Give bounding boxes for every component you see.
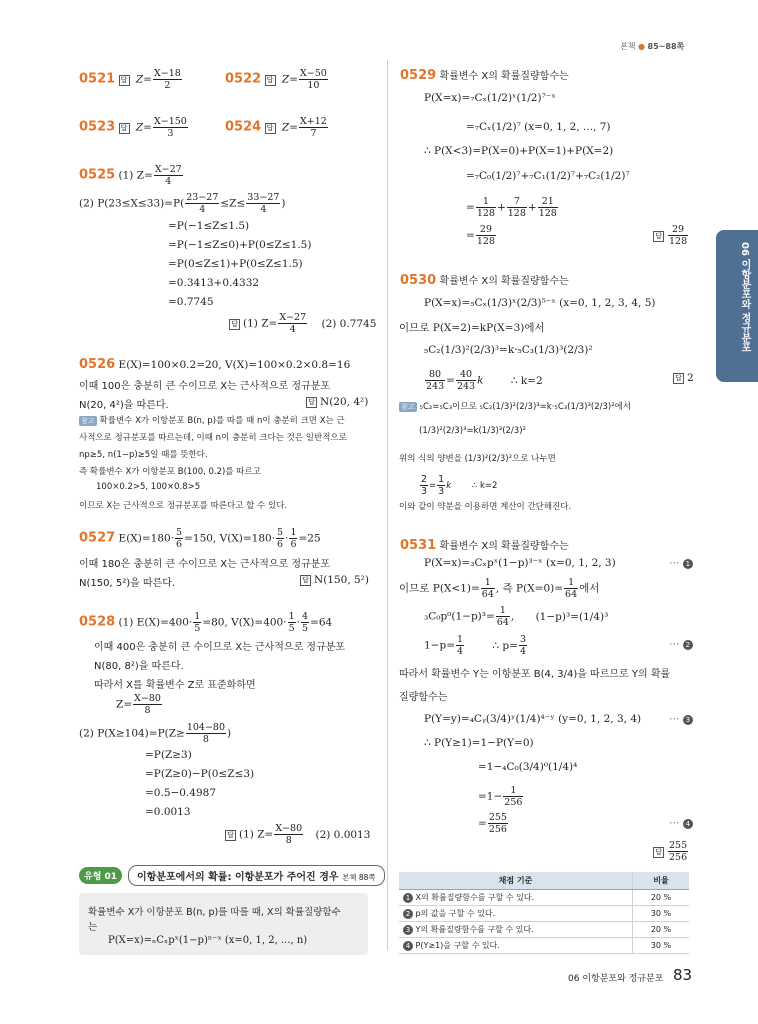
page-reference — [620, 41, 684, 52]
expr: , — [510, 610, 515, 623]
numerator: 21 — [538, 196, 558, 208]
criteria-text: P(Y≥1)을 구할 수 있다. — [415, 941, 500, 950]
fraction — [564, 577, 578, 600]
table-row — [399, 890, 689, 906]
expr: =25 — [298, 532, 321, 545]
problem-number: 0529 — [400, 68, 437, 83]
expr: ∴ k=2 — [471, 481, 498, 491]
criteria-text: X의 확률질량함수를 구할 수 있다. — [415, 893, 535, 902]
problem-0525-line3: =P(−1≤Z≤1.5) — [168, 220, 250, 232]
criteria-text: p의 값을 구할 수 있다. — [415, 909, 496, 918]
intro-text: 확률변수 X의 확률질량함수는 — [439, 276, 569, 287]
numerator: 2 — [421, 474, 428, 485]
denominator: 4 — [199, 204, 206, 215]
problem-0528-line8: =P(Z≥0)−P(0≤Z≤3) — [145, 768, 255, 780]
problem-0527-line2: 이때 180은 충분히 큰 수이므로 X는 근사적으로 정규분포 — [79, 559, 331, 570]
numerator: 1 — [481, 577, 495, 589]
numerator: 1 — [564, 577, 578, 589]
type01-badge: 유형 01 — [79, 867, 122, 884]
ratio-cell: 30 % — [633, 906, 690, 922]
problem-number: 0525 — [79, 167, 116, 183]
problem-0528-line9: =0.5−0.4987 — [145, 787, 217, 799]
type01-title — [128, 865, 385, 886]
fraction — [185, 192, 219, 215]
note-line3: np≥5, n(1−p)≥5일 때를 뜻한다. — [79, 450, 208, 460]
fraction — [246, 192, 280, 215]
denominator: 8 — [144, 705, 151, 716]
fraction — [153, 68, 182, 91]
fraction — [299, 116, 328, 139]
step-2-icon: 2 — [683, 640, 693, 650]
denominator: 64 — [496, 617, 509, 628]
expr: Z= — [116, 698, 133, 711]
step-mark-4: ⋯ 4 — [669, 817, 693, 829]
expr: Z= — [135, 121, 152, 134]
expr: ∴ p= — [492, 639, 518, 652]
step-3-icon: 3 — [403, 925, 413, 935]
problem-0531-line5: 따라서 확률변수 Y는 이항분포 B(4, 3/4)을 따르므로 Y의 확률 — [399, 669, 671, 680]
numerator: 255 — [488, 812, 507, 823]
problem-0521 — [79, 68, 183, 91]
expr: (2) P(23≤X≤33)=P( — [79, 197, 185, 210]
expr: Z= — [281, 121, 298, 134]
note-tag: 참고 — [401, 403, 415, 411]
ratio-cell: 20 % — [633, 890, 690, 906]
fraction — [133, 693, 162, 716]
denominator: 3 — [167, 128, 174, 139]
numerator: 1 — [476, 196, 496, 208]
expr: = — [466, 229, 475, 242]
problem-0526-line1 — [79, 357, 350, 372]
expr: (1) Z= — [239, 828, 274, 841]
expr: ) — [227, 727, 232, 740]
denominator: 2 — [164, 80, 171, 91]
numerator: 29 — [668, 224, 688, 236]
numerator: 5 — [277, 527, 284, 538]
type01-body-line1: 확률변수 X가 이항분포 B(n, p)를 따를 때, X의 확률질량함수 — [88, 907, 341, 918]
expr: 이므로 P(X<1)= — [399, 582, 480, 595]
problem-0531-line7: P(Y=y)=₄Cᵧ(3/4)ʸ(1/4)⁴⁻ʸ (y=0, 1, 2, 3, 4) — [424, 713, 642, 725]
numerator: X−80 — [275, 823, 303, 834]
expr: =80, V(X)=400· — [202, 616, 287, 629]
problem-0529-line3: ∴ P(X<3)=P(X=0)+P(X=1)+P(X=2) — [424, 145, 614, 157]
expr: E(X)=180· — [118, 532, 175, 545]
problem-0531-line10 — [478, 785, 524, 808]
expr: Z= — [281, 73, 298, 86]
problem-0529-line2: =₇Cₓ(1/2)⁷ (x=0, 1, 2, ..., 7) — [466, 121, 611, 133]
problem-0531-line8: ∴ P(Y≥1)=1−P(Y=0) — [424, 737, 534, 749]
fraction — [488, 812, 508, 835]
denominator: 7 — [310, 128, 317, 139]
expr: =1− — [478, 790, 503, 803]
problem-0530-line4: $\frac{80}{243}$ = $\frac{40}{243}$ k ∴ k=2 — [426, 369, 543, 392]
denominator: 243 — [456, 381, 476, 392]
note-line2: 사적으로 정규분포를 따르는데, 이때 n이 충분히 크다는 것은 일반적으로 — [79, 433, 347, 443]
fraction — [278, 312, 307, 335]
problem-0531-line9: =1−₄C₀(3/4)⁰(1/4)⁴ — [478, 761, 578, 773]
problem-number: 0521 — [79, 71, 116, 87]
step-1-icon: 1 — [683, 559, 693, 569]
numerator: 23−27 — [186, 192, 219, 203]
step-mark-1: ⋯ 1 — [669, 557, 693, 569]
type01-ref: 본책 88쪽 — [342, 872, 376, 882]
note-tag: 참고 — [81, 417, 95, 425]
note-line4: 즉 확률변수 X가 이항분포 B(100, 0.2)를 따르고 — [79, 467, 261, 477]
footer-chapter: 06 이항분포와 정규분포 — [568, 974, 664, 984]
fraction — [496, 605, 510, 628]
table-row — [399, 906, 689, 922]
answer-mark-icon: 답 — [673, 373, 684, 384]
note-text: ₅C₂=₅C₃이므로 ₅C₂(1/3)²(2/3)³=k·₅C₃(1/3)³(2/3)²에서 — [419, 402, 632, 412]
problem-0525-line5: =P(0≤Z≤1)+P(0≤Z≤1.5) — [168, 258, 303, 270]
answer-mark-icon: 답 — [653, 847, 664, 858]
table-row — [399, 938, 689, 954]
expr: · — [296, 616, 300, 629]
denominator: 5 — [301, 623, 309, 634]
note-0530-line4: $\frac{2}{3}$ = $\frac{1}{3}$ k ∴ k=2 — [421, 474, 498, 497]
grading-header-row — [399, 872, 689, 890]
problem-0527-line3: N(150, 5²)을 따른다. — [79, 578, 176, 589]
fraction — [154, 164, 183, 187]
numerator: 1 — [288, 611, 295, 622]
reference-pages: 85~88쪽 — [647, 42, 685, 51]
problem-0528-line6 — [79, 722, 231, 745]
expr: ≤Z≤ — [220, 197, 246, 210]
column-divider — [387, 60, 388, 950]
expr: , 즉 P(X=0)= — [495, 582, 564, 595]
problem-0528-line3: N(80, 8²)을 따른다. — [94, 661, 184, 672]
expr: (2) 0.0013 — [315, 828, 371, 841]
note-line6: 이므로 X는 근사적으로 정규분포를 따른다고 할 수 있다. — [79, 501, 288, 511]
expr: = — [478, 817, 487, 830]
step-mark-3: ⋯ 3 — [669, 713, 693, 725]
fraction — [301, 611, 309, 634]
fraction — [668, 224, 688, 247]
numerator: 7 — [507, 196, 527, 208]
denominator: 64 — [481, 589, 494, 600]
expr: =64 — [310, 616, 333, 629]
answer-mark-icon: 답 — [229, 319, 240, 330]
criteria-cell — [399, 938, 633, 954]
answer-mark-icon: 답 — [300, 575, 311, 586]
ratio-cell: 30 % — [633, 938, 690, 954]
expr: = — [466, 201, 475, 214]
expr: ) — [281, 197, 286, 210]
problem-0525-line7: =0.7745 — [168, 296, 214, 308]
fraction — [425, 369, 445, 392]
expr: N(150, 5²) — [314, 574, 369, 586]
criteria-cell — [399, 906, 633, 922]
problem-0526-answer — [306, 396, 368, 408]
problem-0528-line1 — [79, 611, 332, 634]
answer-mark-icon: 답 — [306, 397, 317, 408]
expr: (1) E(X)=400· — [118, 616, 193, 629]
denominator: 128 — [476, 208, 495, 219]
answer-mark-icon: 답 — [265, 123, 276, 134]
numerator: 3 — [519, 634, 526, 645]
problem-0529-line5: = $\frac{1}{128}$ + $\frac{7}{128}$ + $\frac{21}{128}$ — [466, 196, 557, 219]
expr: (2) P(X≥104)=P(Z≥ — [79, 727, 185, 740]
grading-table — [399, 872, 689, 954]
fraction — [507, 196, 527, 219]
problem-0524 — [225, 116, 329, 139]
ratio-cell: 20 % — [633, 922, 690, 938]
fraction — [186, 722, 226, 745]
numerator: 1 — [457, 634, 464, 645]
fraction — [437, 474, 445, 497]
numerator: 1 — [438, 474, 445, 485]
problem-number: 0527 — [79, 530, 116, 546]
step-4-icon: 4 — [683, 819, 693, 829]
chapter-side-tab-label: 06 이항분포와 정규분포 — [739, 242, 750, 353]
expr: k — [446, 481, 452, 491]
problem-0528-answer — [225, 823, 370, 846]
denominator: 128 — [669, 236, 688, 247]
problem-0530-answer — [673, 372, 694, 384]
fraction — [456, 369, 476, 392]
numerator: 1 — [194, 611, 201, 622]
step-4-icon: 4 — [403, 941, 413, 951]
problem-0527-answer — [300, 574, 369, 586]
note-0530-line5: 이와 같이 약분을 이용하면 계산이 간단해진다. — [399, 502, 572, 512]
note-line5: 100×0.2>5, 100×0.8>5 — [96, 482, 201, 492]
problem-0523 — [79, 116, 189, 139]
bullet-icon: ● — [638, 42, 645, 51]
numerator: 1 — [503, 785, 523, 797]
problem-0530-line3: ₅C₂(1/3)²(2/3)³=k·₅C₃(1/3)³(2/3)² — [424, 344, 593, 356]
problem-number: 0522 — [225, 71, 262, 87]
grading-header-criteria: 채점 기준 — [399, 872, 633, 890]
fraction — [503, 785, 523, 808]
expr: (1) Z= — [243, 317, 278, 330]
reference-label: 본책 — [620, 42, 636, 51]
problem-0525-answer — [229, 312, 376, 335]
step-3-icon: 3 — [683, 715, 693, 725]
fraction — [420, 474, 428, 497]
answer-mark-icon: 답 — [119, 75, 130, 86]
expr: (2) 0.7745 — [321, 317, 377, 330]
numerator: 4 — [301, 611, 309, 622]
problem-0529-line4: =₇C₀(1/2)⁷+₇C₁(1/2)⁷+₇C₂(1/2)⁷ — [466, 170, 630, 182]
denominator: 4 — [260, 204, 267, 215]
step-mark-2: ⋯ 2 — [669, 638, 693, 650]
problem-0528-line10: =0.0013 — [145, 806, 191, 818]
numerator: X−80 — [134, 693, 161, 704]
expr: 2 — [687, 372, 694, 384]
expr: k — [477, 374, 484, 387]
problem-number: 0526 — [79, 357, 116, 372]
denominator: 4 — [165, 176, 172, 187]
denominator: 5 — [288, 623, 295, 634]
numerator: 1 — [290, 527, 297, 538]
problem-0527-line1 — [79, 527, 321, 550]
denominator: 3 — [421, 486, 428, 497]
intro-text: 확률변수 X의 확률질량함수는 — [439, 71, 569, 82]
expr: N(20, 4²) — [320, 396, 369, 408]
problem-number: 0528 — [79, 614, 116, 630]
denominator: 128 — [538, 208, 557, 219]
fraction — [289, 527, 297, 550]
intro-text: 확률변수 X의 확률질량함수는 — [439, 541, 569, 552]
problem-0529-intro — [400, 67, 569, 83]
grading-header-ratio: 비율 — [633, 872, 690, 890]
answer-mark-icon: 답 — [119, 123, 130, 134]
step-2-icon: 2 — [403, 909, 413, 919]
expr: 에서 — [579, 582, 600, 595]
page-number: 83 — [673, 966, 693, 984]
problem-0531-line4 — [424, 634, 528, 657]
problem-0526-line3: N(20, 4²)을 따른다. — [79, 400, 169, 411]
denominator: 6 — [277, 539, 284, 550]
numerator: X−150 — [153, 116, 187, 127]
problem-0529-line1: P(X=x)=₇Cₓ(1/2)ˣ(1/2)⁷⁻ˣ — [424, 92, 556, 104]
fraction — [668, 840, 688, 863]
denominator: 5 — [194, 623, 201, 634]
expr: E(X)=100×0.2=20, V(X)=100×0.2×0.8=16 — [118, 359, 351, 371]
numerator: 33−27 — [247, 192, 280, 203]
denominator: 8 — [285, 835, 292, 846]
criteria-cell — [399, 922, 633, 938]
numerator: 29 — [476, 224, 496, 236]
denominator: 256 — [504, 797, 523, 808]
numerator: 1 — [496, 605, 510, 617]
expr: =150, V(X)=180· — [184, 532, 276, 545]
type01-header — [79, 866, 385, 884]
fraction — [193, 611, 201, 634]
denominator: 256 — [669, 852, 688, 863]
problem-number: 0530 — [400, 273, 437, 288]
fraction — [519, 634, 527, 657]
problem-0525-line1 — [79, 164, 184, 187]
note-0530-line2: (1/3)²(2/3)³=k(1/3)³(2/3)² — [419, 426, 526, 436]
problem-number: 0531 — [400, 538, 437, 553]
note-0530-line3: 위의 식의 양변을 (1/3)²(2/3)²으로 나누면 — [399, 454, 556, 464]
problem-0531-answer — [653, 840, 689, 863]
numerator: X−50 — [299, 68, 327, 79]
denominator: 243 — [426, 381, 445, 392]
expr: 1−p= — [424, 639, 455, 652]
numerator: 40 — [456, 369, 476, 381]
numerator: 104−80 — [186, 722, 226, 733]
denominator: 4 — [519, 646, 526, 657]
problem-0525-line2 — [79, 192, 286, 215]
denominator: 128 — [476, 236, 495, 247]
problem-0525-line4: =P(−1≤Z≤0)+P(0≤Z≤1.5) — [168, 239, 312, 251]
fraction — [538, 196, 558, 219]
problem-0528-line4: 따라서 X를 확률변수 Z로 표준화하면 — [94, 680, 256, 691]
fraction — [481, 577, 495, 600]
note-0530-line1 — [399, 400, 631, 412]
answer-mark-icon: 답 — [265, 75, 276, 86]
fraction — [274, 823, 303, 846]
problem-0531-line6: 질량함수는 — [399, 692, 448, 703]
fraction — [476, 224, 496, 247]
problem-0522 — [225, 68, 329, 91]
answer-mark-icon: 답 — [225, 830, 236, 841]
criteria-text: Y의 확률질량함수를 구할 수 있다. — [415, 925, 534, 934]
table-row — [399, 922, 689, 938]
denominator: 128 — [507, 208, 526, 219]
numerator: X+12 — [299, 116, 327, 127]
problem-0531-line1: P(X=x)=₃Cₓpˣ(1−p)³⁻ˣ (x=0, 1, 2, 3) — [424, 557, 616, 569]
fraction — [175, 527, 183, 550]
numerator: 5 — [176, 527, 183, 538]
numerator: X−27 — [279, 312, 307, 323]
type01-body-line3: P(X=x)=ₙCₓpˣ(1−p)ⁿ⁻ˣ (x=0, 1, 2, ..., n) — [108, 935, 308, 946]
expr: (1) Z= — [118, 169, 153, 182]
expr: ∴ k=2 — [510, 374, 543, 387]
step-1-icon: 1 — [403, 893, 413, 903]
problem-0530-line2: 이므로 P(X=2)=kP(X=3)에서 — [399, 322, 545, 334]
denominator: 6 — [290, 539, 297, 550]
problem-0528-line5 — [116, 693, 163, 716]
note-line1 — [79, 414, 345, 426]
expr: (1−p)³=(1/4)³ — [535, 610, 609, 623]
numerator: 80 — [425, 369, 445, 381]
fraction — [299, 68, 328, 91]
problem-number: 0524 — [225, 119, 262, 135]
numerator: 255 — [669, 840, 688, 851]
answer-mark-icon: 답 — [653, 231, 664, 242]
denominator: 6 — [176, 539, 183, 550]
type01-title-text: 이항분포에서의 확률: 이항분포가 주어진 경우 — [137, 871, 339, 883]
expr: · — [285, 532, 289, 545]
numerator: X−18 — [153, 68, 181, 79]
problem-0531-line11 — [478, 812, 509, 835]
problem-0525-line6: =0.3413+0.4332 — [168, 277, 260, 289]
fraction — [456, 634, 464, 657]
denominator: 4 — [289, 324, 296, 335]
denominator: 4 — [457, 646, 464, 657]
type01-body-line2: 는 — [88, 922, 98, 933]
problem-0531-line2 — [399, 577, 599, 600]
problem-0530-line1: P(X=x)=₅Cₓ(1/3)ˣ(2/3)⁵⁻ˣ (x=0, 1, 2, 3, 4, 5) — [424, 297, 656, 309]
fraction — [288, 611, 296, 634]
denominator: 3 — [438, 486, 445, 497]
expr: ₃C₀p⁰(1−p)³= — [424, 610, 495, 623]
problem-0526-line2: 이때 100은 충분히 큰 수이므로 X는 근사적으로 정규분포 — [79, 381, 331, 392]
denominator: 64 — [565, 589, 578, 600]
numerator: X−27 — [154, 164, 182, 175]
note-text: 확률변수 X가 이항분포 B(n, p)를 따를 때 n이 충분히 크면 X는 근 — [99, 416, 345, 426]
problem-0531-line3 — [424, 605, 608, 628]
problem-0528-line7: =P(Z≥3) — [145, 749, 192, 761]
fraction — [476, 196, 496, 219]
denominator: 10 — [307, 80, 320, 91]
denominator: 8 — [202, 734, 209, 745]
fraction — [153, 116, 188, 139]
expr: Z= — [135, 73, 152, 86]
fraction — [276, 527, 284, 550]
problem-0530-intro — [400, 272, 569, 288]
problem-0529-line6 — [466, 224, 497, 247]
problem-0531-intro — [400, 537, 569, 553]
criteria-cell — [399, 890, 633, 906]
problem-number: 0523 — [79, 119, 116, 135]
problem-0529-answer — [653, 224, 689, 247]
denominator: 256 — [488, 824, 507, 835]
problem-0528-line2: 이때 400은 충분히 큰 수이므로 X는 근사적으로 정규분포 — [94, 642, 346, 653]
